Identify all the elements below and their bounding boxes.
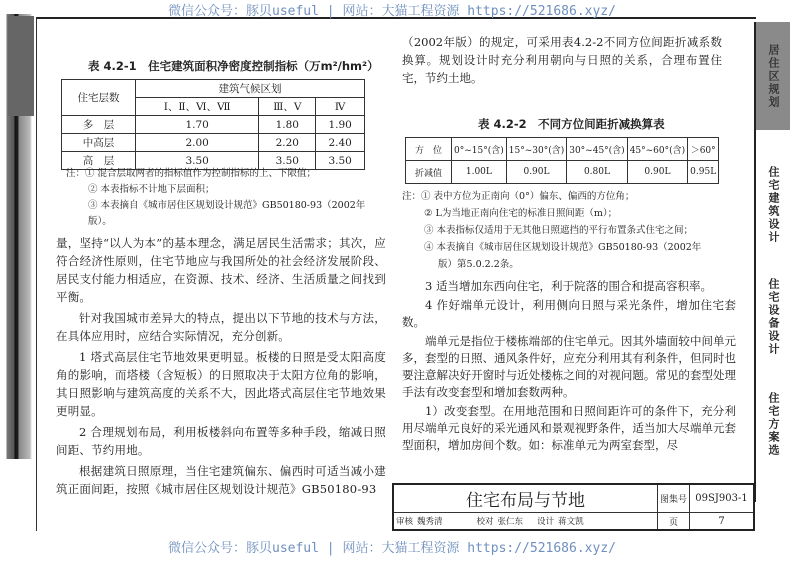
table1-title: 表 4.2-1 住宅建筑面积净密度控制指标（万m²/hm²） (88, 59, 379, 73)
sign-label: 审核 (396, 517, 414, 527)
paragraph: 根据建筑日照原理，当住宅建筑偏东、偏西时可适当减小建筑正面间距，按照《城市居住区规划设计规范》GB50180-93 (56, 464, 386, 496)
note: 注：① 混合层取两者的指标值作为控制指标的上、下限值； (66, 168, 317, 179)
paragraph: 端单元是指位于楼栋端部的住宅单元。因其外墙面较中间单元多，套型的日照、通风条件好，应充分利用其有利条件，但同时也要注意解决好开窗时与近处楼栋之间的对视问题。常见的套型处理手法有改变套型和增加套数两种。 (402, 334, 736, 399)
cell: 2.00 (136, 134, 259, 152)
note: ② L为当地正南向住宅的标准日照间距（m）； (424, 208, 618, 219)
sign-label: 设计 (537, 517, 555, 527)
paragraph: 量，坚持“以人为本”的基本理念，满足居民生活需求；其次，应符合经济性原则，住宅节地应与我国所处的社会经济发展阶段、居民支付能力相适应，在资源、技术、经济、生活质量之间找到平衡。 (56, 236, 386, 304)
row-label: 折减值 (406, 161, 452, 184)
note: 注：① 表中方位为正南向（0°）偏东、偏西的方位角； (402, 191, 635, 202)
cell: 0°~15°(含) (452, 138, 507, 161)
row-label: 方 位 (406, 138, 452, 161)
table1-group-header: 建筑气候区划 (136, 80, 365, 98)
row-label: 高 层 (62, 152, 136, 170)
binding-tab (8, 16, 34, 116)
table2-notes (402, 188, 742, 273)
sidebar-tab-active[interactable]: 居住区规划 (756, 22, 790, 130)
paragraph: 3 适当增加东西向住宅，利于院落的围合和提高容积率。 (425, 279, 712, 293)
cell: 2.20 (259, 134, 316, 152)
cell: 1.00L (452, 161, 507, 184)
cell: 2.40 (316, 134, 365, 152)
page-label: 页 (657, 513, 689, 529)
sign-label: 校对 (476, 517, 494, 527)
section-sidebar (754, 22, 790, 502)
table1-col: Ⅲ、Ⅴ (259, 98, 316, 116)
atlas-number: 09SJ903-1 (689, 485, 753, 513)
note: ② 本表指标不计地下层面积； (88, 184, 215, 195)
table2-title: 表 4.2-2 不同方位间距折减换算表 (478, 117, 665, 131)
note: ③ 本表摘自《城市居住区规划设计规范》GB50180-93（2002年版）。 (88, 200, 366, 227)
cell: 1.90 (316, 116, 365, 134)
table1-notes (66, 166, 386, 230)
cell: 1.80 (259, 116, 316, 134)
watermark-bottom: 微信公众号：豚贝useful | 网站：大猫工程资源 https://521686.xyz/ (168, 541, 616, 556)
table1-row-header: 住宅层数 (62, 80, 136, 116)
cell: 0.95L (688, 161, 719, 184)
cell: 15°~30°(含) (506, 138, 566, 161)
drawing-title: 住宅布局与节地 (394, 485, 657, 513)
left-body (56, 234, 386, 498)
table-row (62, 116, 365, 134)
note: 版）第5.0.2.2条。 (438, 259, 519, 270)
cell: 45°~60°(含) (627, 138, 687, 161)
cell: 0.90L (506, 161, 566, 184)
atlas-label: 图集号 (657, 485, 689, 513)
signature-row (394, 513, 657, 529)
signature: 蒋文凯 (558, 517, 584, 527)
cell: 30°~45°(含) (567, 138, 627, 161)
table2 (405, 137, 719, 184)
paragraph: 针对我国城市差异大的特点，提出以下节地的技术与方法，在具体应用时，应结合实际情况，充分创新。 (56, 311, 386, 343)
paragraph: 4 作好端单元设计，利用侧向日照与采光条件，增加住宅套数。 (402, 298, 736, 329)
title-block (392, 483, 755, 531)
note: ④ 本表摘自《城市居住区规划设计规范》GB50180-93（2002年 (424, 242, 702, 253)
cell: 3.50 (259, 152, 316, 170)
paragraph: 1 塔式高层住宅节地效果更明显。板楼的日照是受太阳高度角的影响，而塔楼（含短板）的日照取决于太阳方位角的影响，其日照影响与建筑高度的关系不大，因此塔式高层住宅节地效果更明显。 (56, 350, 386, 418)
table-row (62, 134, 365, 152)
signature: 魏秀清 (417, 517, 443, 527)
sidebar-tab[interactable]: 住宅方案选 (767, 391, 780, 457)
watermark-top: 微信公众号：豚贝useful | 网站：大猫工程资源 https://521686.xyz/ (168, 4, 616, 19)
right-body (402, 278, 736, 454)
table1 (61, 79, 365, 170)
sidebar-tab[interactable]: 住宅建筑设计 (767, 166, 780, 244)
cell: ＞60° (688, 138, 719, 161)
signature: 张仁东 (497, 517, 524, 527)
note: ③ 本表指标仅适用于无其他日照遮挡的平行布置条式住宅之间； (424, 225, 694, 236)
page-number: 7 (689, 513, 753, 529)
cell: 1.70 (136, 116, 259, 134)
paragraph: （2002年版）的规定，可采用表4.2-2不同方位间距折减系数换算。规划设计时充分利用朝向与日照的关系，合理布置住宅，节约土地。 (402, 35, 722, 85)
row-label: 多 层 (62, 116, 136, 134)
cell: 0.80L (567, 161, 627, 184)
cell: 0.90L (627, 161, 687, 184)
right-body-top (402, 33, 722, 87)
cell: 3.50 (316, 152, 365, 170)
row-label: 中高层 (62, 134, 136, 152)
table1-col: Ⅰ、Ⅱ、Ⅵ、Ⅶ (136, 98, 259, 116)
paragraph: 2 合理规划布局，利用板楼斜向布置等多种手段，缩减日照间距、节约用地。 (56, 425, 386, 457)
table1-col: Ⅳ (316, 98, 365, 116)
sidebar-tab[interactable]: 住宅设备设计 (767, 278, 780, 356)
cell: 3.50 (136, 152, 259, 170)
paragraph: 1）改变套型。在用地范围和日照间距许可的条件下，充分利用尽端单元良好的采光通风和景观视野条件，适当加大尽端单元套型面积，增加房间个数。如：标准单元为两室套型，尽 (402, 404, 736, 452)
